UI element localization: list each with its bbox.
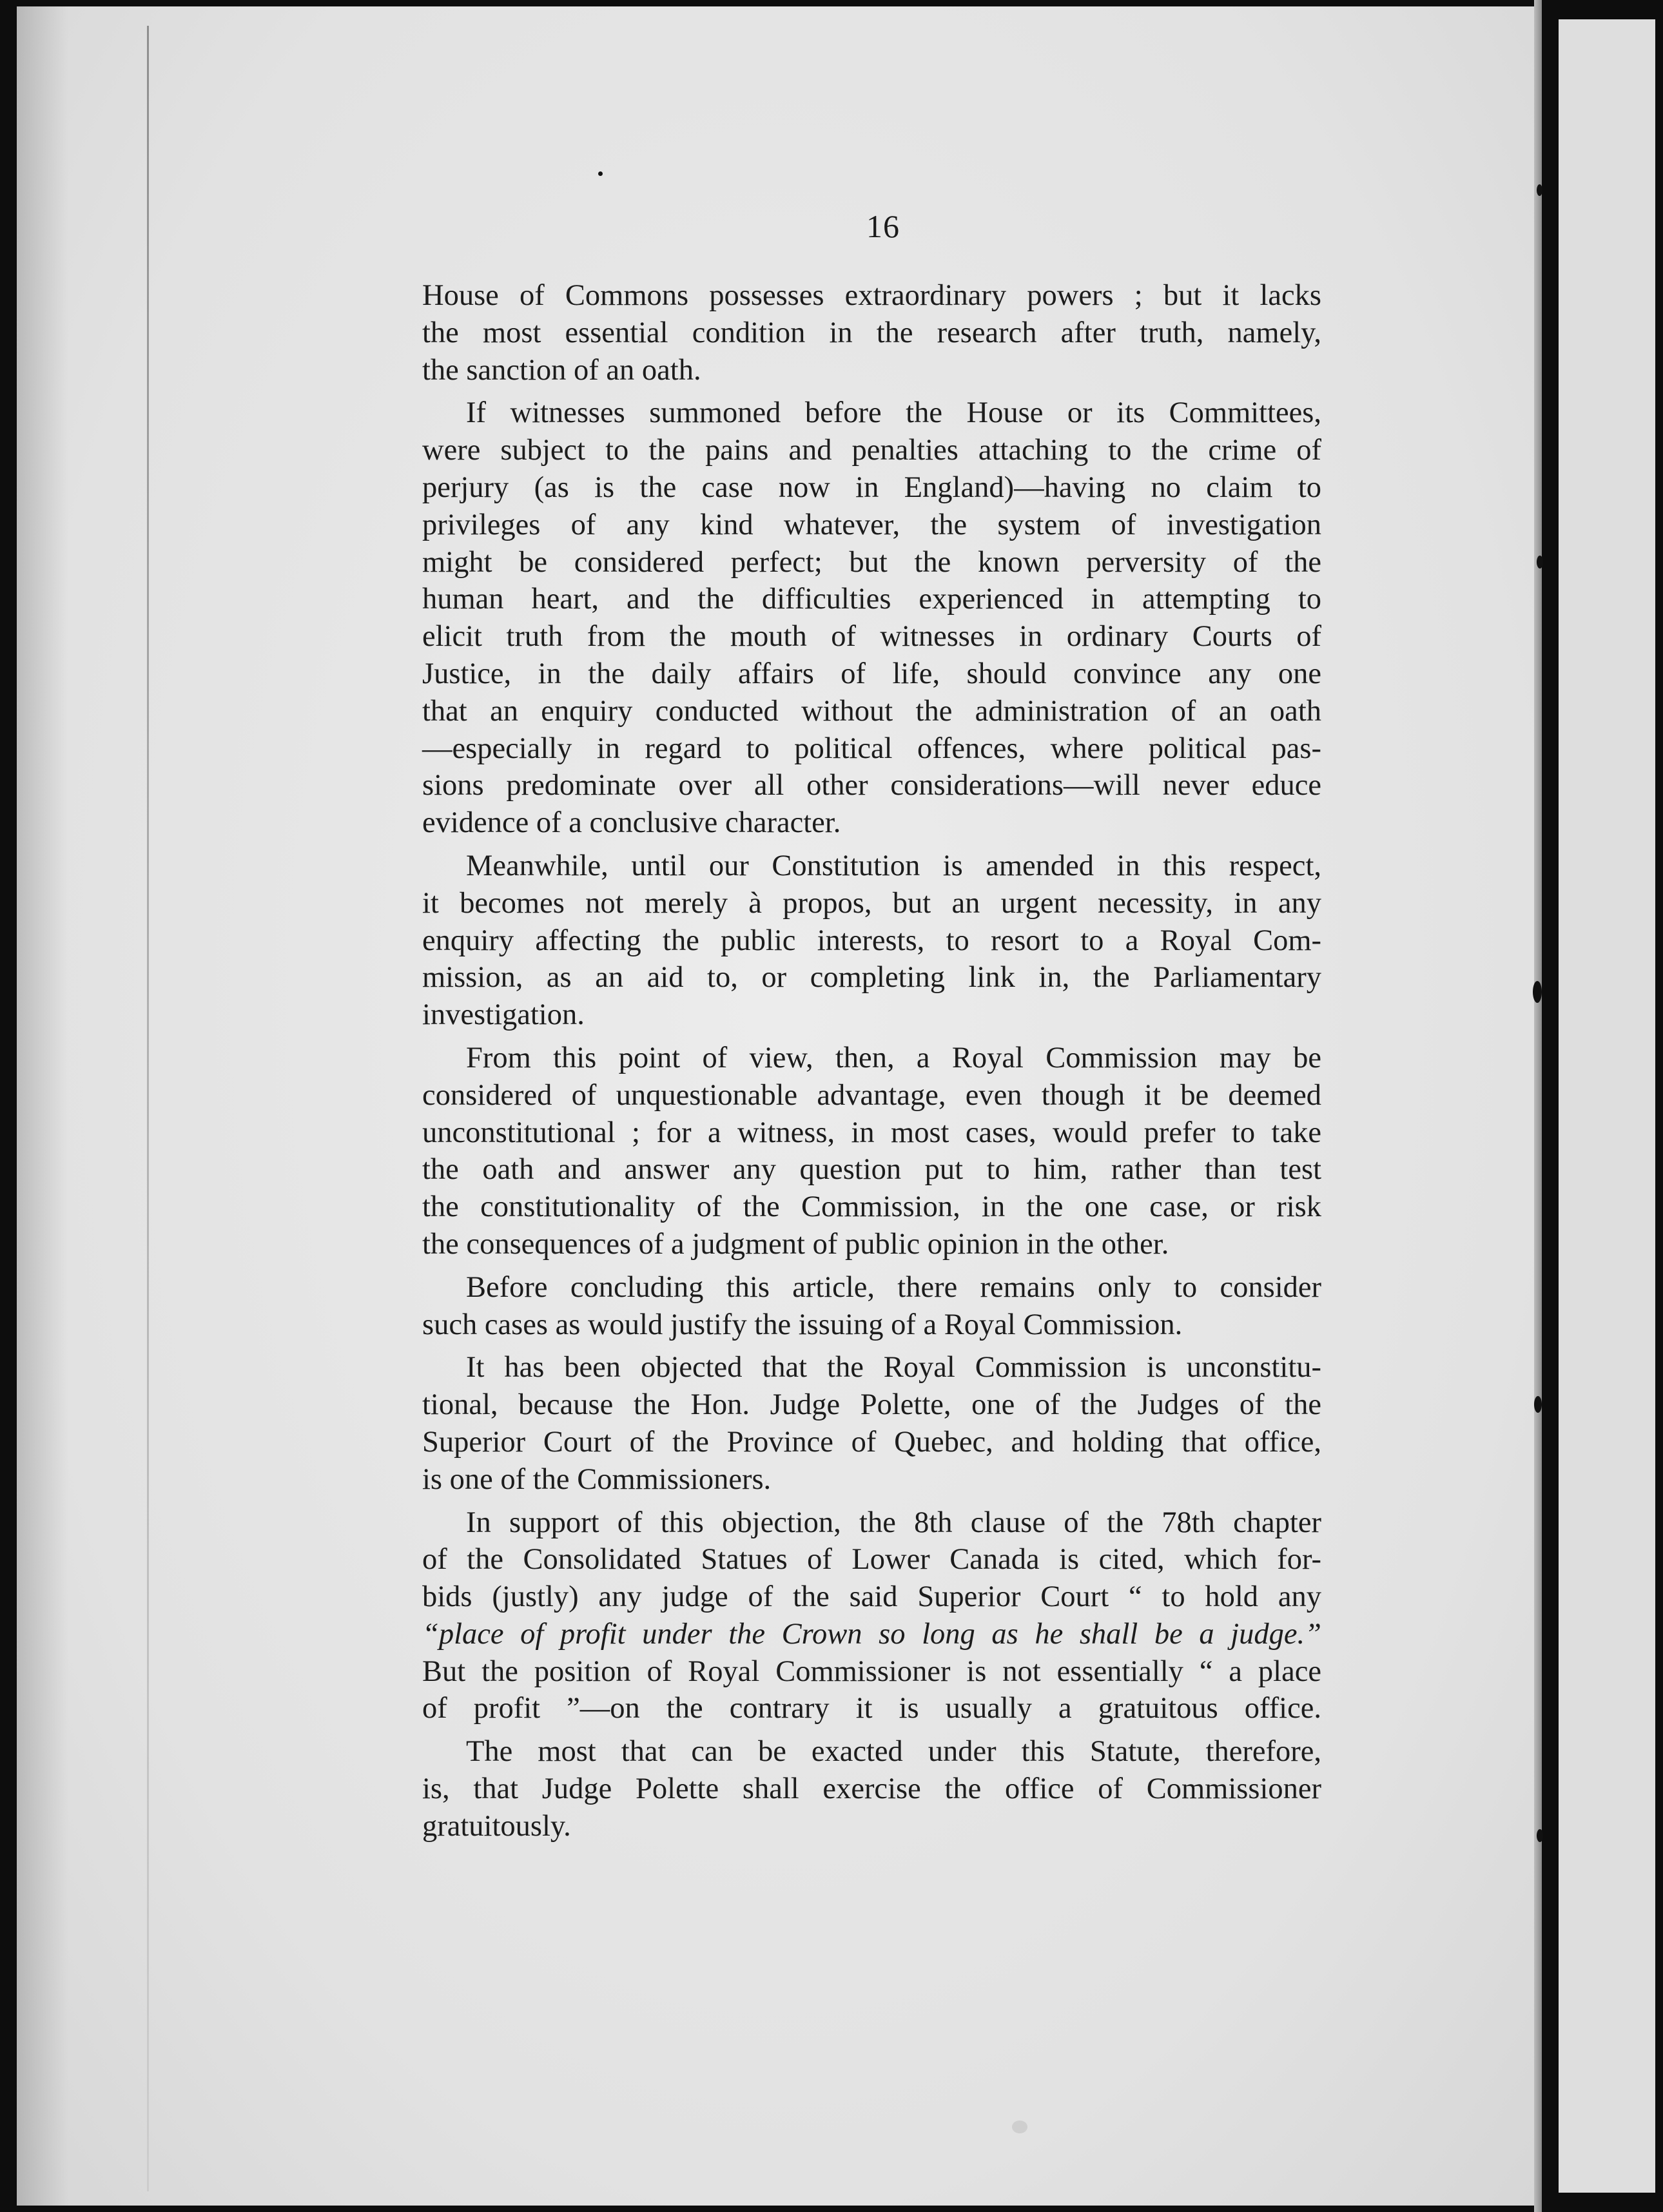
text-line: “place of profit under the Crown so long as he shall be a judge.” (422, 1617, 1321, 1651)
text-line: —especially in regard to political offences, where political pas- (422, 732, 1321, 765)
text-line: of the Consolidated Statues of Lower Canada is cited, which for- (422, 1543, 1321, 1577)
text-line: elicit truth from the mouth of witnesses in ordinary Courts of (422, 620, 1321, 654)
text-line: enquiry affecting the public interests, to resort to a Royal Com- (422, 924, 1321, 957)
text-line: From this point of view, then, a Royal Commission may be (466, 1041, 1321, 1074)
page-edge (1534, 0, 1542, 2212)
text-line: In support of this objection, the 8th clause of the 78th chapter (466, 1506, 1321, 1539)
spine-crease (147, 26, 149, 2191)
page-number: 16 (866, 208, 900, 244)
text-line: human heart, and the difficulties experienced in attempting to (422, 583, 1321, 616)
text-line: But the position of Royal Commissioner is not essentially “ a place (422, 1654, 1321, 1688)
binding-mark (1537, 184, 1542, 196)
text-line: It has been objected that the Royal Commission is unconstitu- (466, 1351, 1321, 1384)
text-line: is one of the Commissioners. (422, 1462, 772, 1496)
text-line: Superior Court of the Province of Quebec, and holding that office, (422, 1425, 1321, 1459)
text-line: the consequences of a judgment of public opinion in the other. (422, 1227, 1169, 1261)
paragraph (422, 1040, 1321, 1263)
text-line: the most essential condition in the research after truth, namely, (422, 316, 1321, 349)
text-line: it becomes not merely à propos, but an urgent necessity, in any (422, 886, 1321, 920)
body-text (422, 277, 1321, 1845)
text-line: the oath and answer any question put to him, rather than test (422, 1153, 1321, 1187)
text-line: considered of unquestionable advantage, even though it be deemed (422, 1078, 1321, 1112)
binding-shadow (17, 6, 68, 2206)
text-line: tional, because the Hon. Judge Polette, one of the Judges of the (422, 1388, 1321, 1422)
text-line: is, that Judge Polette shall exercise the office of Commissioner (422, 1772, 1321, 1806)
text-line: Justice, in the daily affairs of life, should convince any one (422, 657, 1321, 690)
binding-mark (1537, 556, 1543, 568)
paragraph (422, 1349, 1321, 1498)
ink-speck (1012, 2120, 1027, 2133)
text-line: If witnesses summoned before the House or its Committees, (466, 396, 1321, 430)
text-line: Before concluding this article, there remains only to consider (466, 1270, 1321, 1304)
text-line: bids (justly) any judge of the said Superior Court “ to hold any (422, 1580, 1321, 1614)
paragraph (422, 1269, 1321, 1344)
text-line: such cases as would justify the issuing of a Royal Commission. (422, 1308, 1183, 1341)
binding-mark (1533, 981, 1542, 1003)
text-line: might be considered perfect; but the known perversity of the (422, 545, 1321, 579)
paragraph (422, 277, 1321, 389)
text-line: perjury (as is the case now in England)—having no claim to (422, 471, 1321, 504)
paragraph (422, 394, 1321, 842)
text-line: investigation. (422, 998, 585, 1032)
adjacent-page-edge (1559, 19, 1655, 2193)
binding-mark (1537, 1829, 1543, 1842)
page-gutter (1542, 0, 1559, 2212)
text-line: gratuitously. (422, 1809, 571, 1843)
text-line: the sanction of an oath. (422, 353, 701, 387)
paragraph (422, 1504, 1321, 1728)
text-line: Meanwhile, until our Constitution is amended in this respect, (466, 849, 1321, 882)
text-line: unconstitutional ; for a witness, in most cases, would prefer to take (422, 1116, 1321, 1149)
text-line: privileges of any kind whatever, the system of investigation (422, 508, 1321, 541)
text-line: of profit ”—on the contrary it is usually a gratuitous office. (422, 1692, 1321, 1725)
paragraph (422, 848, 1321, 1034)
text-line: House of Commons possesses extraordinary powers ; but it lacks (422, 279, 1321, 312)
text-line: mission, as an aid to, or completing link in, the Parliamentary (422, 961, 1321, 994)
text-line: the constitutionality of the Commission, in the one case, or risk (422, 1190, 1321, 1224)
text-line: sions predominate over all other considerations—will never educe (422, 769, 1321, 802)
paragraph (422, 1733, 1321, 1845)
text-line: evidence of a conclusive character. (422, 806, 841, 840)
text-line: were subject to the pains and penalties attaching to the crime of (422, 434, 1321, 467)
binding-mark (1534, 1396, 1542, 1413)
ink-speck (598, 171, 603, 176)
text-line: The most that can be exacted under this Statute, therefore, (466, 1735, 1321, 1769)
text-line: that an enquiry conducted without the administration of an oath (422, 694, 1321, 728)
